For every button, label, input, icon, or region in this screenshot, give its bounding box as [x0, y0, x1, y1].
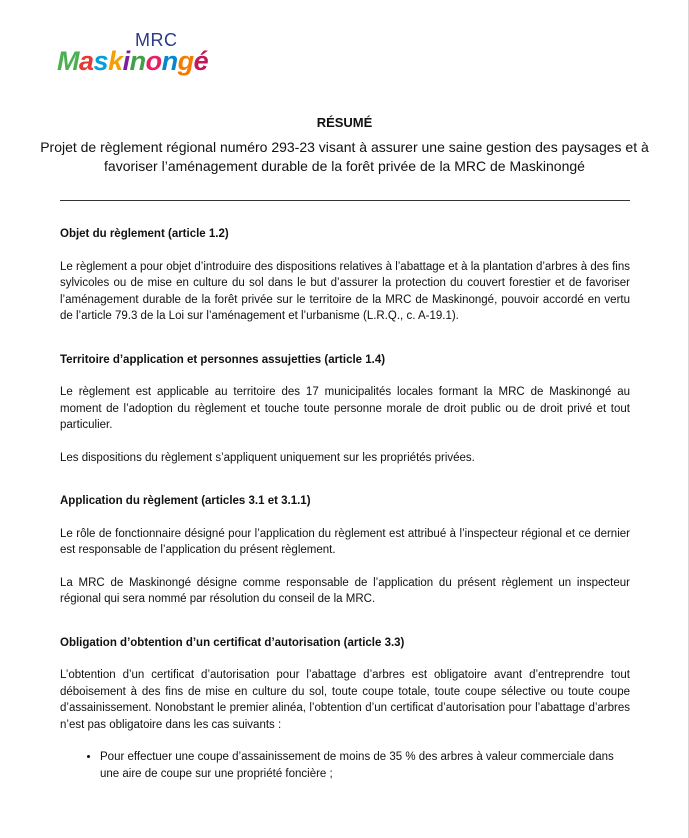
section-heading: Objet du règlement (article 1.2)	[60, 228, 229, 240]
section-paragraph: Les dispositions du règlement s’appliquent uniquement sur les propriétés privées.	[60, 451, 475, 464]
exception-list	[60, 749, 630, 782]
document-title: RÉSUMÉ	[316, 115, 373, 130]
section-heading: Territoire d’application et personnes assujetties (article 1.4)	[60, 353, 386, 366]
section-paragraph: La MRC de Maskinongé désigne comme responsable de l’application du présent règlement un inspecteur régional qui sera nommé par résolution du conseil de la MRC.	[60, 576, 630, 605]
logo-letter: g	[177, 46, 194, 76]
document-body	[60, 226, 630, 782]
section-heading: Obligation d’obtention d’un certificat d’autorisation (article 3.3)	[60, 636, 405, 649]
logo-mrc-text: MRC	[135, 30, 178, 50]
section-paragraph: Le rôle de fonctionnaire désigné pour l’application du règlement est attribué à l’inspecteur régional et ce dernier est responsable de l’application du présent règlement.	[60, 527, 630, 556]
section-paragraph: Le règlement est applicable au territoire des 17 municipalités locales formant la MRC de Maskinongé au moment de l’adoption du règlement et touche toute personne morale de droit public ou de droit privé et tout particulier.	[60, 386, 630, 431]
section-heading: Application du règlement (articles 3.1 et 3.1.1)	[60, 495, 311, 507]
logo-letter: o	[145, 46, 162, 76]
section-paragraph: Le règlement a pour objet d’introduire des dispositions relatives à l’abattage et à la plantation d’arbres à des fins sylvicoles ou de mise en culture du sol dans le but d’assurer la protection du couvert forestier et de favoriser l’aménagement durable de la forêt privée sur le territoire de la MRC de Maskinongé, pouvoir accordé en vertu de l’article 79.3 de la Loi sur l’aménagement et l’urbanisme (L.R.Q., c. A-19.1).	[60, 260, 630, 322]
logo-letter: a	[79, 46, 94, 76]
logo-letter: n	[129, 46, 146, 76]
subtitle-line-1: Projet de règlement régional numéro 293-23 visant à assurer une saine gestion des paysages et à	[40, 139, 649, 155]
logo-letter: M	[57, 46, 79, 76]
logo-letter: é	[193, 46, 209, 76]
logo-letter: i	[122, 46, 130, 76]
header-divider	[60, 200, 630, 201]
logo-letter: n	[161, 46, 178, 76]
subtitle-line-2: favoriser l’aménagement durable de la forêt privée de la MRC de Maskinongé	[104, 158, 585, 174]
logo-wordmark	[57, 46, 208, 77]
logo-letter: s	[93, 46, 109, 76]
mrc-maskinonge-logo	[57, 30, 217, 80]
document-subtitle	[40, 138, 649, 176]
logo-letter: k	[108, 46, 123, 76]
section-paragraph: L’obtention d’un certificat d’autorisation pour l’abattage d’arbres est obligatoire avant d’entreprendre tout déboisement à des fins de mise en culture du sol, toute coupe totale, toute coupe sélective ou toute coupe d’assainissement. Nonobstant le premier alinéa, l’obtention d’un certificat d’autorisation pour l’abattage d’arbres n’est pas obligatoire dans les cas suivants :	[60, 669, 630, 731]
list-item: • Pour effectuer une coupe d’assainissement de moins de 35 % des arbres à valeur commerciale dans une aire de coupe sur une propriété foncière ;	[100, 749, 630, 782]
